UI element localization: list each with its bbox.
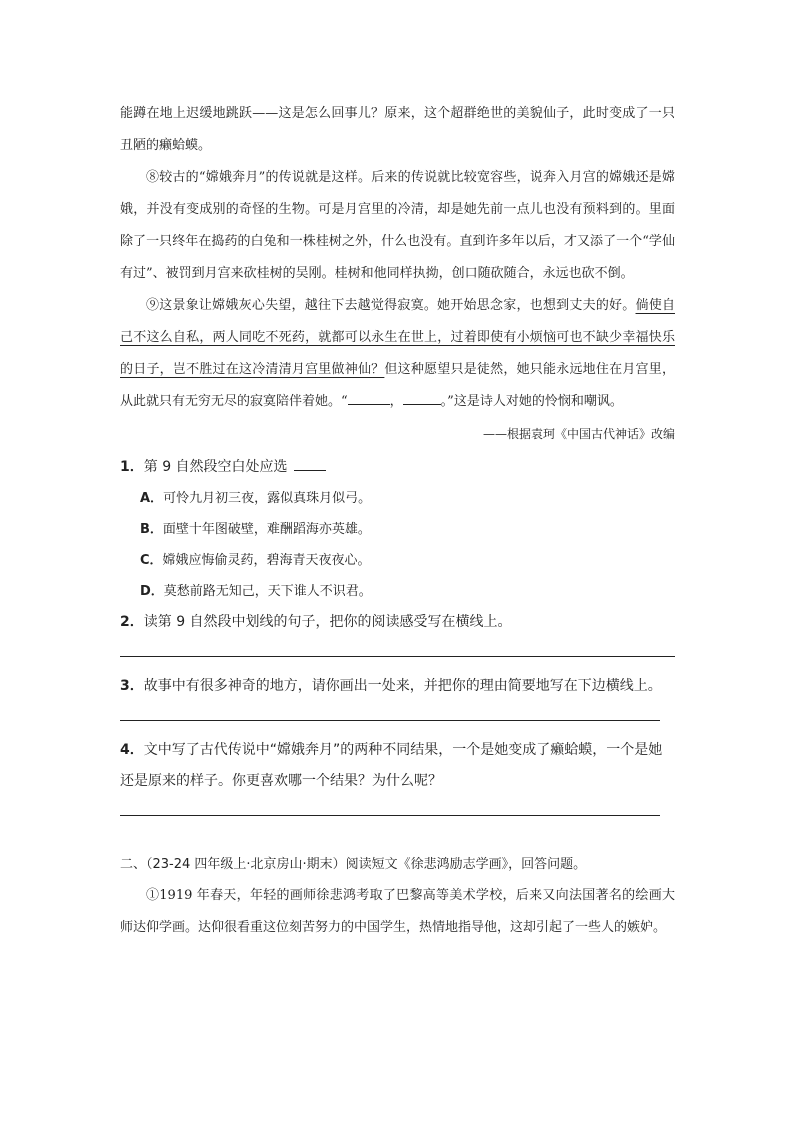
question-2 — [120, 607, 675, 638]
source-note: ——根据袁珂《中国古代神话》改编 — [482, 427, 675, 441]
para9-start: ⑨这景象让嫦娥灰心失望，越往下去越觉得寂寞。她开始思念家，也想到丈夫的好。 — [146, 298, 636, 313]
poem-blank-2 — [403, 392, 441, 405]
option-d[interactable] — [140, 576, 675, 607]
option-c-label: C． — [140, 553, 163, 568]
story-paragraph-continued: 能蹲在地上迟缓地跳跃——这是怎么回事儿？原来，这个超群绝世的美貌仙子，此时变成了一只丑陋的癞蛤蟆。 — [120, 106, 675, 153]
option-d-text: 莫愁前路无知己，天下谁人不识君。 — [163, 584, 372, 599]
question-3-text: 故事中有很多神奇的地方，请你画出一处来，并把你的理由简要地写在下边横线上。 — [143, 678, 662, 694]
question-3 — [120, 671, 675, 702]
option-b[interactable] — [140, 514, 675, 545]
option-a[interactable] — [140, 483, 675, 514]
option-b-text: 面壁十年图破壁，难酬蹈海亦英雄。 — [162, 522, 371, 537]
story-paragraph-8: ⑧较古的“嫦娥奔月”的传说就是这样。后来的传说就比较宽容些，说奔入月宫的嫦娥还是嫦娥，并没有变成别的奇怪的生物。可是月宫里的冷清，却是她先前一点儿也没有预料到的。里面除了一只终年在捣药的白兔和一株桂树之外，什么也没有。直到许多年以后，才又添了一个“学仙有过”、被罚到月宫来砍桂树的吴刚。桂树和他同样执拗，创口随砍随合，永远也砍不倒。 — [120, 170, 675, 281]
option-b-label: B． — [140, 522, 163, 537]
question-4 — [120, 735, 675, 797]
story-paragraph-9 — [120, 290, 675, 418]
question-1 — [120, 452, 675, 483]
para9-underlined-sentence: 倘使自己不这么自私，两人同吃不死药，就都可以永生在世上，过着即使有小烦恼可也不缺少幸福快乐的日子，岂不胜过在这冷清清月宫里做神仙？ — [120, 298, 675, 377]
section-2-paragraph-1: ①1919 年春天，年轻的画师徐悲鸿考取了巴黎高等美术学校，后来又向法国著名的绘画大师达仰学画。达仰很看重这位刻苦努力的中国学生，热情地指导他，这却引起了一些人的嫉妒。 — [120, 888, 675, 935]
question-1-text: 第 9 自然段空白处应选 — [143, 459, 288, 475]
question-1-answer-blank[interactable] — [294, 457, 326, 471]
para9-middle: 但这种愿望只是徒然，她只能永远地住在月宫里，从此就只有无穷无尽的寂寞陪伴着她。“ — [120, 362, 675, 409]
option-c-text: 嫦娥应悔偷灵药，碧海青天夜夜心。 — [162, 553, 371, 568]
question-3-answer-line[interactable] — [120, 720, 660, 721]
question-2-text: 读第 9 自然段中划线的句子，把你的阅读感受写在横线上。 — [143, 614, 512, 630]
question-4-number: 4． — [120, 742, 144, 758]
question-1-number: 1． — [120, 459, 144, 475]
option-c[interactable] — [140, 545, 675, 576]
option-d-label: D． — [140, 584, 164, 599]
para9-separator: ， — [389, 394, 403, 409]
poem-blank-1 — [348, 392, 390, 405]
question-4-answer-line[interactable] — [120, 815, 660, 816]
option-a-text: 可怜九月初三夜，露似真珠月似弓。 — [163, 491, 372, 506]
section-2-heading: 二、（23-24 四年级上·北京房山·期末）阅读短文《徐悲鸿励志学画》，回答问题。 — [120, 857, 587, 872]
page-content — [120, 98, 675, 944]
question-3-number: 3． — [120, 678, 144, 694]
question-2-number: 2． — [120, 614, 144, 630]
para9-end: 。”这是诗人对她的怜悯和嘲讽。 — [440, 394, 623, 409]
question-2-answer-line[interactable] — [120, 656, 675, 657]
question-4-text: 文中写了古代传说中“嫦娥奔月”的两种不同结果，一个是她变成了癞蛤蟆，一个是她还是原来的样子。你更喜欢哪一个结果？为什么呢？ — [120, 742, 663, 789]
option-a-label: A． — [140, 491, 164, 506]
